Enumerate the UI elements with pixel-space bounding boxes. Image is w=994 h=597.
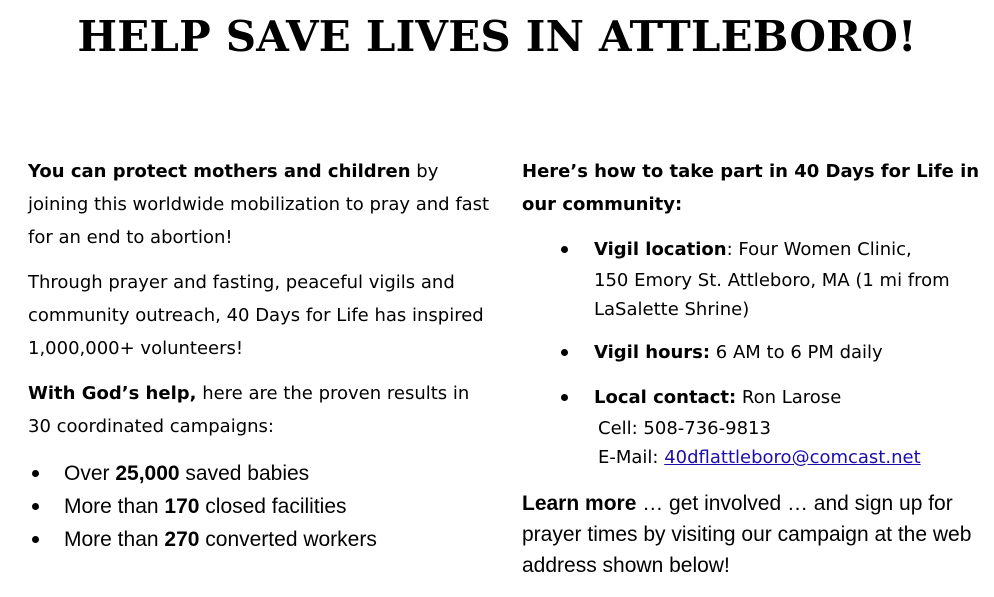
location-label: Vigil location <box>594 239 727 260</box>
vigil-info-list <box>522 233 982 472</box>
result-item <box>28 457 490 490</box>
result-number: 270 <box>164 528 200 551</box>
results-intro-text: here are the proven results in 30 coordinated campaigns: <box>28 383 470 437</box>
vigil-location-item <box>522 233 982 324</box>
contact-name: Ron Larose <box>736 387 842 408</box>
results-list <box>28 457 490 556</box>
participation-heading: Here’s how to take part in 40 Days for Life in our community: <box>522 161 980 215</box>
intro-bold: You can protect mothers and children <box>28 161 411 182</box>
hours-value: 6 AM to 6 PM daily <box>710 342 883 363</box>
left-column <box>28 155 490 556</box>
right-column <box>522 155 982 581</box>
location-value: : Four Women Clinic, <box>726 239 912 260</box>
result-item <box>28 523 490 556</box>
email-link[interactable]: 40dflattleboro@comcast.net <box>664 447 921 468</box>
result-prefix: More than <box>64 495 165 518</box>
results-intro-bold: With God’s help, <box>28 383 197 404</box>
outreach-paragraph: Through prayer and fasting, peaceful vigils and community outreach, 40 Days for Life has inspired 1,000,000+ volunteers! <box>28 272 484 359</box>
location-line-1 <box>594 233 982 266</box>
hours-label: Vigil hours: <box>594 342 711 363</box>
result-suffix: saved babies <box>179 462 310 485</box>
intro-text: by joining this worldwide mobilization to pray and fast for an end to abortion! <box>28 161 490 248</box>
location-line-2: 150 Emory St. Attleboro, MA (1 mi from <box>594 270 950 291</box>
learn-more-text: … get involved … and sign up for prayer times by visiting our campaign at the web address shown below! <box>522 492 972 577</box>
email-label: E-Mail: <box>598 447 665 468</box>
learn-more-paragraph <box>522 488 982 581</box>
page-title: HELP SAVE LIVES IN ATTLEBORO! <box>77 12 917 61</box>
result-prefix: More than <box>64 528 165 551</box>
result-prefix: Over <box>64 462 116 485</box>
result-suffix: converted workers <box>199 528 377 551</box>
local-contact-item <box>522 381 982 472</box>
contact-email-line <box>594 443 982 472</box>
vigil-hours-item <box>522 336 982 369</box>
learn-more-bold: Learn more <box>522 492 637 515</box>
contact-cell: Cell: 508-736-9813 <box>598 418 771 439</box>
contact-label: Local contact: <box>594 387 737 408</box>
result-number: 25,000 <box>115 462 180 485</box>
intro-paragraph <box>28 155 490 254</box>
result-suffix: closed facilities <box>199 495 347 518</box>
results-intro-paragraph <box>28 377 490 443</box>
result-item <box>28 490 490 523</box>
contact-line <box>594 381 982 414</box>
location-line-3: LaSalette Shrine) <box>594 299 750 320</box>
result-number: 170 <box>164 495 200 518</box>
